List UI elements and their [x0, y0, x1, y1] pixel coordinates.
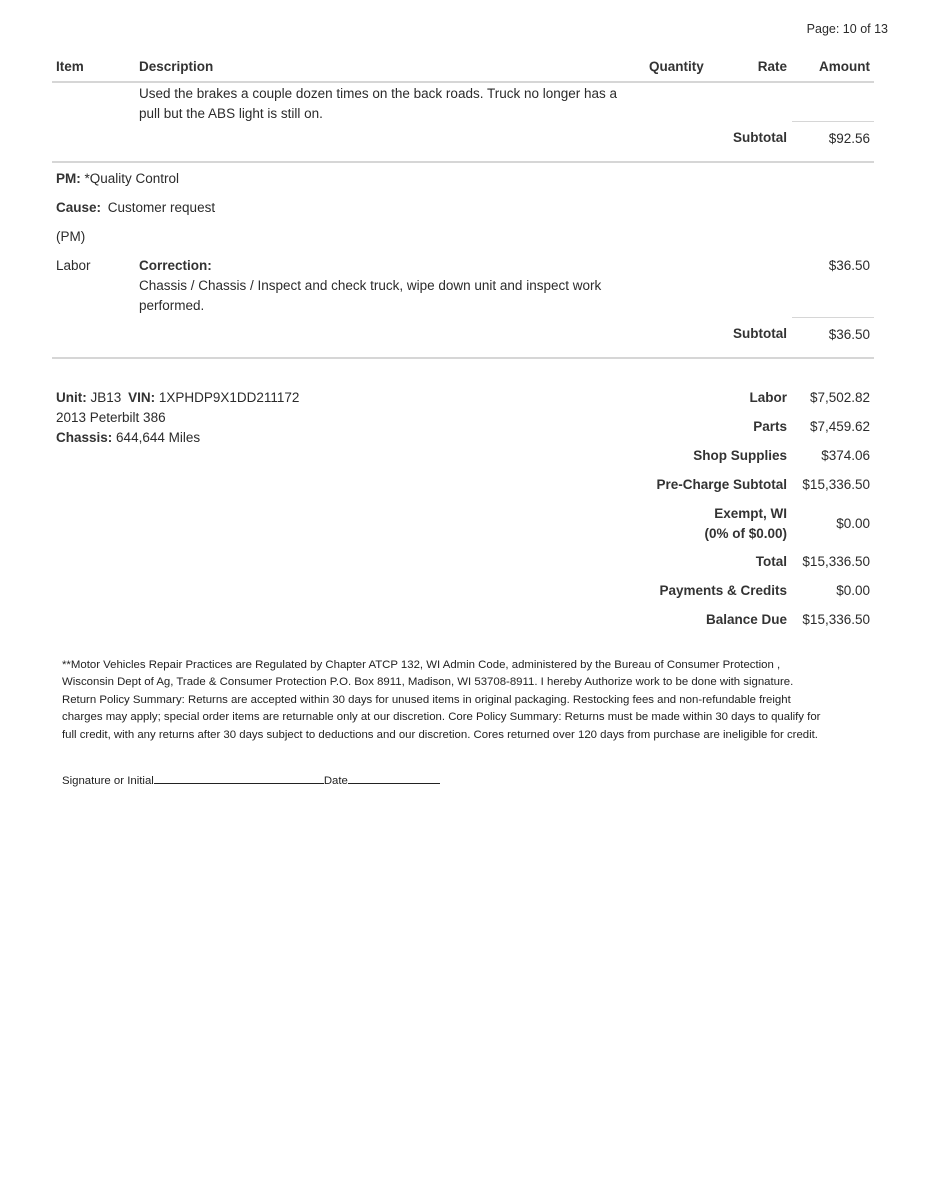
- signature-block: [62, 773, 440, 787]
- pm-tag: (PM): [56, 229, 86, 244]
- exempt-value: $0.00: [836, 516, 870, 531]
- date-label: Date: [323, 775, 348, 787]
- cause-value: Customer request: [107, 200, 216, 215]
- labor-total-value: $7,502.82: [809, 390, 870, 405]
- line-item-type: Labor: [56, 258, 91, 273]
- parts-total-label: Parts: [753, 419, 787, 434]
- previous-subtotal-label: Subtotal: [733, 130, 787, 145]
- labor-total-label: Labor: [749, 390, 787, 405]
- correction-text: Chassis / Chassis / Inspect and check truck, wipe down unit and inspect work performed.: [139, 278, 602, 313]
- subtotal-rule: [792, 317, 874, 318]
- page-number: Page: 10 of 13: [806, 22, 888, 36]
- section-divider: [52, 161, 874, 163]
- balance-due-value: $15,336.50: [802, 612, 870, 627]
- subtotal-rule: [792, 121, 874, 122]
- unit-line: [56, 390, 299, 405]
- parts-total-value: $7,459.62: [809, 419, 870, 434]
- shop-supplies-value: $374.06: [821, 448, 870, 463]
- payments-credits-label: Payments & Credits: [659, 583, 787, 598]
- column-header-amount: Amount: [819, 59, 870, 74]
- balance-due-label: Balance Due: [705, 612, 787, 627]
- section-divider: [52, 357, 874, 359]
- legal-line: full credit, with any returns after 30 days subject to deductions and our discretion. Cores returned over 120 days from purchase are ineligible for credit.: [62, 728, 818, 741]
- pm-value: *Quality Control: [84, 171, 180, 186]
- shop-supplies-label: Shop Supplies: [693, 448, 787, 463]
- vin-label: VIN:: [128, 390, 156, 405]
- job-subtotal-value: $36.50: [828, 327, 870, 342]
- chassis-label: Chassis:: [56, 430, 113, 445]
- legal-line: charges may apply; special order items are returnable only at our discretion. Core Policy Summary: Returns must be made within 30 days to qualify for: [62, 711, 821, 724]
- unit-model: 2013 Peterbilt 386: [56, 410, 166, 425]
- correction-label: Correction:: [139, 258, 212, 273]
- job-subtotal-label: Subtotal: [733, 326, 787, 341]
- cause-line: [56, 200, 215, 215]
- precharge-subtotal-value: $15,336.50: [802, 477, 870, 492]
- date-field[interactable]: [348, 773, 440, 784]
- signature-label: Signature or Initial: [62, 775, 154, 787]
- payments-credits-value: $0.00: [836, 583, 870, 598]
- exempt-rate-label: (0% of $0.00): [704, 526, 787, 541]
- unit-label: Unit:: [56, 390, 87, 405]
- signature-field[interactable]: [154, 773, 324, 784]
- pm-label: PM:: [56, 171, 81, 186]
- legal-line: Wisconsin Dept of Ag, Trade & Consumer Protection P.O. Box 8911, Madison, WI 53708-8911. I hereby Authorize work to be done with signature.: [62, 676, 794, 689]
- line-item-amount: $36.50: [828, 258, 870, 273]
- previous-job-description: Used the brakes a couple dozen times on the back roads. Truck no longer has a pull but the ABS light is still on.: [139, 86, 618, 121]
- precharge-subtotal-label: Pre-Charge Subtotal: [656, 477, 787, 492]
- total-value: $15,336.50: [802, 554, 870, 569]
- column-header-item: Item: [56, 59, 84, 74]
- chassis-value: 644,644 Miles: [116, 430, 201, 445]
- cause-label: Cause:: [56, 200, 102, 215]
- pm-line: [56, 171, 179, 186]
- total-label: Total: [755, 554, 787, 569]
- unit-value: JB13: [90, 390, 122, 405]
- header-divider: [52, 81, 874, 83]
- chassis-line: [56, 430, 200, 445]
- column-header-quantity: Quantity: [649, 59, 704, 74]
- previous-subtotal-value: $92.56: [828, 131, 870, 146]
- legal-line: Return Policy Summary: Returns are accepted within 30 days for unused items in original packaging. Restocking fees and non-refundable freight: [62, 693, 791, 706]
- column-header-description: Description: [139, 59, 214, 74]
- legal-disclaimer: [62, 657, 862, 744]
- exempt-label: Exempt, WI: [714, 506, 787, 521]
- column-header-rate: Rate: [757, 59, 787, 74]
- legal-line: **Motor Vehicles Repair Practices are Regulated by Chapter ATCP 132, WI Admin Code, administered by the Bureau of Consumer Protection ,: [62, 659, 781, 671]
- vin-value: 1XPHDP9X1DD211172: [158, 390, 300, 405]
